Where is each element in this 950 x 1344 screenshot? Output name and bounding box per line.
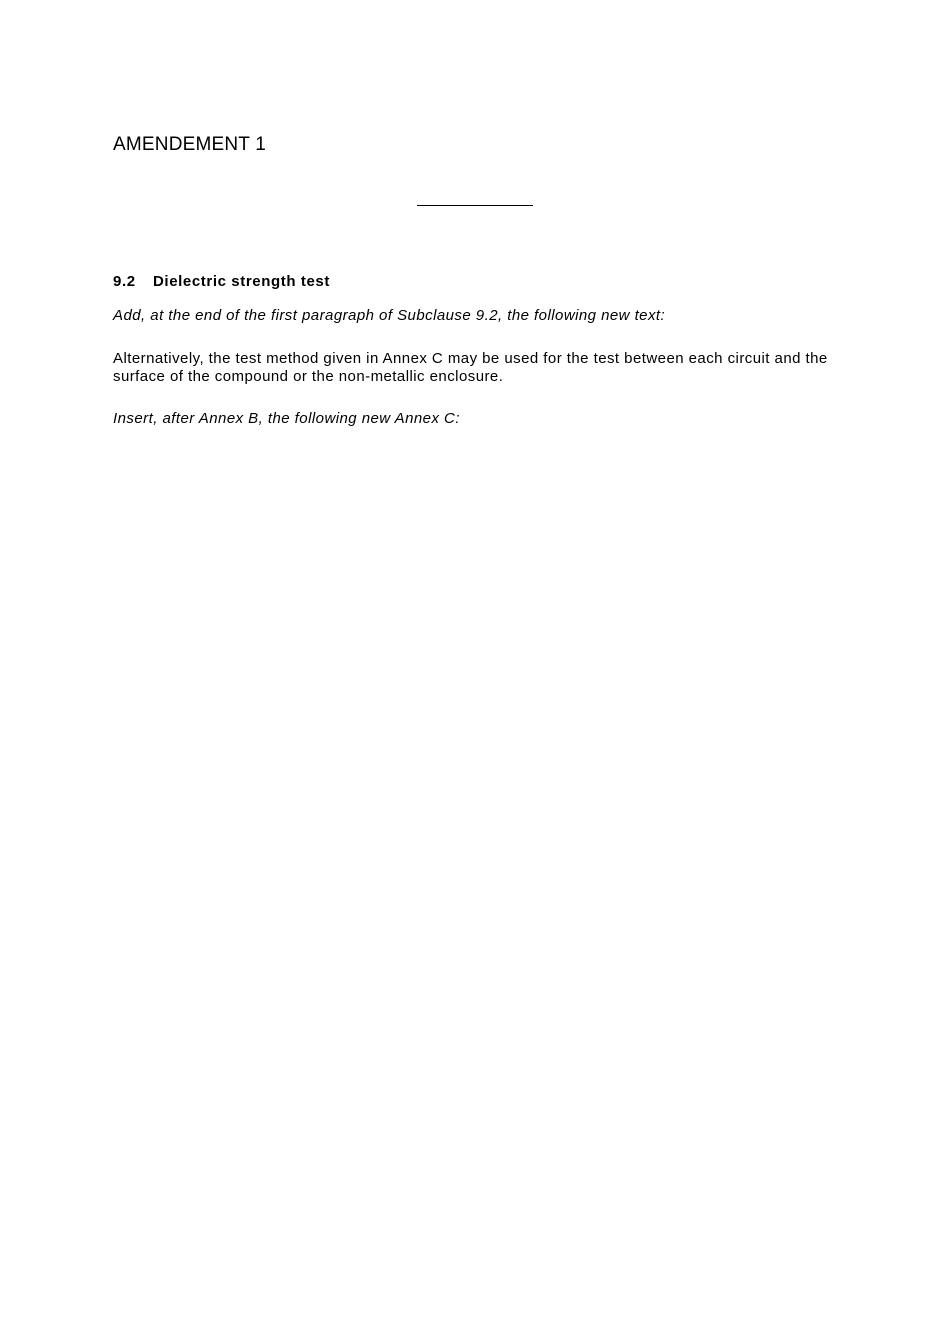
separator-rule: [417, 205, 533, 206]
body-paragraph: Alternatively, the test method given in Annex C may be used for the test between each circuit and the surface of the compound or the non-metallic enclosure.: [113, 350, 828, 385]
instruction-insert-annex: Insert, after Annex B, the following new Annex C:: [113, 410, 460, 427]
amendment-heading: AMENDEMENT 1: [113, 134, 267, 155]
instruction-add-text: Add, at the end of the first paragraph of Subclause 9.2, the following new text:: [113, 307, 666, 324]
section-title: Dielectric strength test: [153, 273, 330, 290]
section-number: 9.2: [113, 273, 136, 290]
section-heading: [113, 273, 330, 290]
